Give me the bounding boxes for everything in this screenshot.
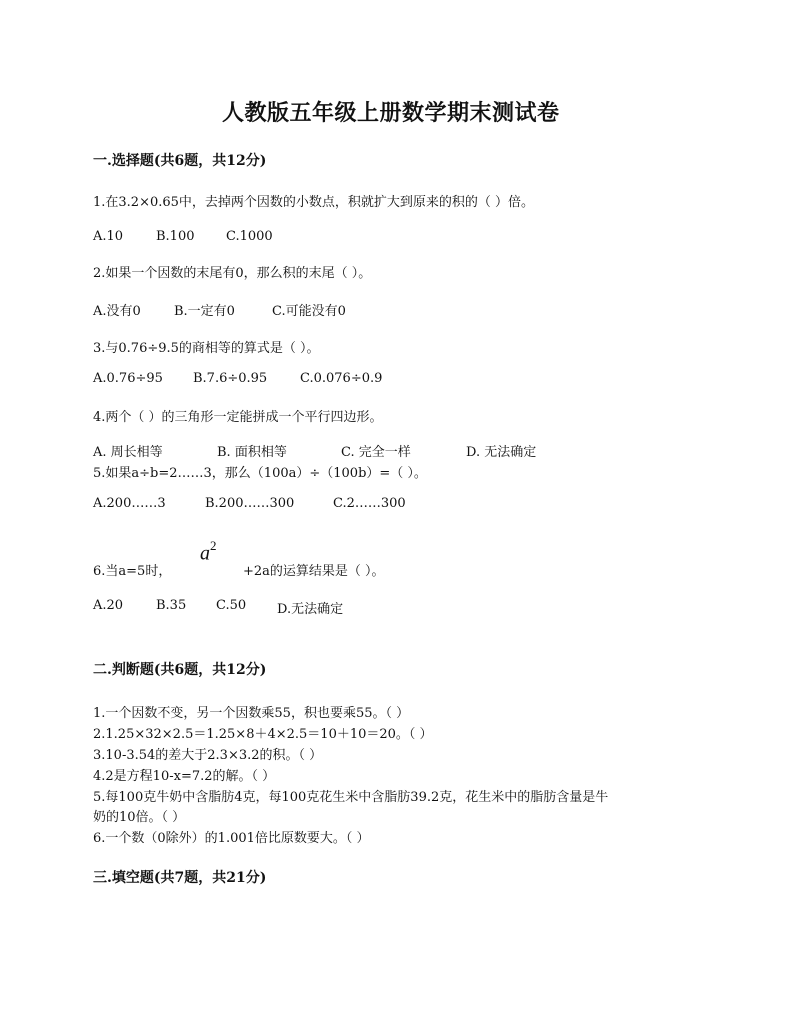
question-1: 1.在3.2×0.65中，去掉两个因数的小数点，积就扩大到原来的积的（ ）倍。 <box>93 195 535 210</box>
option-2a: A.没有0 <box>93 304 141 319</box>
question-2: 2.如果一个因数的末尾有0，那么积的末尾（ ）。 <box>93 266 372 281</box>
option-5b: B.200……300 <box>205 496 295 511</box>
option-5a: A.200……3 <box>93 496 166 511</box>
option-6c: C.50 <box>216 598 247 613</box>
option-4b: B. 面积相等 <box>217 445 287 460</box>
option-4c: C. 完全一样 <box>341 445 411 460</box>
option-6b: B.35 <box>156 598 187 613</box>
option-1c: C.1000 <box>226 229 273 244</box>
option-2c: C.可能没有0 <box>272 304 346 319</box>
option-3a: A.0.76÷95 <box>93 371 163 386</box>
option-2b: B.一定有0 <box>174 304 235 319</box>
math-expression-a-squared <box>200 540 217 566</box>
option-3b: B.7.6÷0.95 <box>193 371 268 386</box>
option-5c: C.2……300 <box>333 496 406 511</box>
math-exponent: 2 <box>210 538 217 553</box>
judge-line-5-cont: 奶的10倍。（ ） <box>93 810 186 825</box>
option-1a: A.10 <box>93 229 124 244</box>
option-6a: A.20 <box>93 598 124 613</box>
option-6d: D.无法确定 <box>277 602 344 617</box>
judge-line-6: 6.一个数（0除外）的1.001倍比原数要大。（ ） <box>93 831 370 846</box>
page-title: 人教版五年级上册数学期末测试卷 <box>222 100 560 126</box>
section-heading-fill: 三.填空题(共7题，共21分) <box>93 870 267 886</box>
judge-line-5: 5.每100克牛奶中含脂肪4克，每100克花生米中含脂肪39.2克，花生米中的脂肪含量是牛 <box>93 790 609 805</box>
option-1b: B.100 <box>156 229 195 244</box>
section-heading-choice: 一.选择题(共6题，共12分) <box>93 153 267 169</box>
math-base: a <box>200 542 210 565</box>
option-3c: C.0.076÷0.9 <box>300 371 383 386</box>
question-4: 4.两个（ ）的三角形一定能拼成一个平行四边形。 <box>93 410 383 425</box>
section-heading-judge: 二.判断题(共6题，共12分) <box>93 662 267 678</box>
judge-line-1: 1.一个因数不变，另一个因数乘55，积也要乘55。（ ） <box>93 706 410 721</box>
question-3: 3.与0.76÷9.5的商相等的算式是（ ）。 <box>93 341 320 356</box>
question-5: 5.如果a÷b=2……3，那么（100a）÷（100b）=（ ）。 <box>93 466 427 481</box>
question-6-prefix: 6.当a=5时， <box>93 564 172 579</box>
judge-line-4: 4.2是方程10-x=7.2的解。（ ） <box>93 769 276 784</box>
option-4d: D. 无法确定 <box>466 445 537 460</box>
option-4a: A. 周长相等 <box>93 445 163 460</box>
judge-line-2: 2.1.25×32×2.5＝1.25×8＋4×2.5＝10＋10＝20。（ ） <box>93 727 433 742</box>
judge-line-3: 3.10-3.54的差大于2.3×3.2的积。（ ） <box>93 748 323 763</box>
question-6-suffix: +2a的运算结果是（ ）。 <box>243 564 385 579</box>
